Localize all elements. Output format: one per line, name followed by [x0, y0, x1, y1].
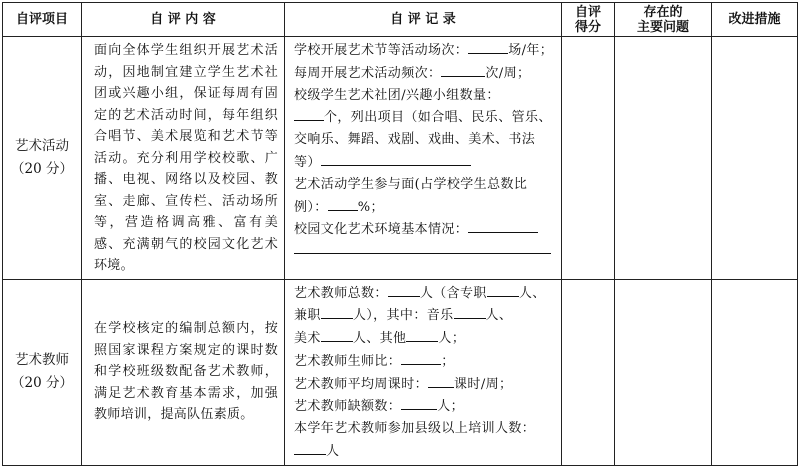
- header-record: 自 评 记 录: [285, 3, 562, 37]
- record-line: 例）： %；: [294, 196, 555, 219]
- header-score: [562, 3, 615, 37]
- fill-blank[interactable]: [294, 440, 326, 455]
- table-row-art-activities: [3, 37, 798, 280]
- fill-blank[interactable]: [294, 106, 324, 121]
- fill-blank[interactable]: [406, 327, 438, 342]
- header-problems-line2: 主要问题: [636, 19, 689, 35]
- item-name: 艺术教师: [15, 352, 69, 369]
- fill-blank[interactable]: [441, 62, 485, 77]
- fill-blank[interactable]: [321, 327, 353, 342]
- record-line: 人: [294, 440, 555, 463]
- fill-blank[interactable]: [321, 304, 353, 319]
- record-line: 个，列出项目（如合唱、民乐、管乐、: [294, 106, 555, 129]
- record-line: 艺术教师总数： 人（含专职 人、: [294, 282, 555, 305]
- record-art-activities: [285, 37, 562, 280]
- fill-blank[interactable]: [487, 282, 519, 297]
- fill-blank[interactable]: [454, 304, 486, 319]
- fill-blank[interactable]: [321, 151, 471, 166]
- item-score: （20 分）: [11, 160, 73, 177]
- item-art-activities: [3, 37, 82, 280]
- record-line: 兼职 人），其中：音乐 人、: [294, 304, 555, 327]
- header-content: 自 评 内 容: [82, 3, 285, 37]
- measures-cell[interactable]: [712, 37, 798, 280]
- record-line: 每周开展艺术活动频次： 次/周；: [294, 62, 555, 85]
- record-line: 校级学生艺术社团/兴趣小组数量：: [294, 87, 500, 103]
- fill-blank[interactable]: [468, 218, 538, 233]
- content-art-activities: 面向全体学生组织开展艺术活动，因地制宜建立学生艺术社团或兴趣小组，保证每周有固定的艺术活动时间，每年组织合唱节、美术展览和艺术节等活动。充分利用学校校歌、广播、电视、网络以及校园、教室、走廊、宣传栏、活动场所等，营造格调高雅、富有美感、充满朝气的校园文化艺术环境。: [82, 37, 285, 280]
- problems-cell[interactable]: [615, 37, 712, 280]
- score-cell[interactable]: [562, 279, 615, 465]
- measures-cell[interactable]: [712, 279, 798, 465]
- fill-blank[interactable]: [401, 350, 441, 365]
- record-line: 美术 人、其他 人；: [294, 327, 555, 350]
- header-item: 自评项目: [3, 3, 82, 37]
- header-problems-line1: 存在的: [643, 4, 683, 20]
- problems-cell[interactable]: [615, 279, 712, 465]
- record-line: 学校开展艺术节等活动场次： 场/年；: [294, 39, 555, 62]
- fill-blank[interactable]: [328, 196, 358, 211]
- record-line: 艺术活动学生参与面(占学校学生总数比: [294, 176, 528, 192]
- fill-blank[interactable]: [428, 373, 454, 388]
- content-art-teachers: 在学校核定的编制总额内，按照国家课程方案规定的课时数和学校班级数配备艺术教师，满足艺术教育基本需求，加强教师培训，提高队伍素质。: [82, 279, 285, 465]
- fill-blank[interactable]: [388, 282, 420, 297]
- header-problems: [615, 3, 712, 37]
- table-row-art-teachers: [3, 279, 798, 465]
- self-evaluation-table: [2, 2, 798, 466]
- record-line: 等）: [294, 151, 555, 174]
- fill-blank-full[interactable]: [294, 241, 551, 254]
- item-name: 艺术活动: [15, 137, 69, 154]
- fill-blank[interactable]: [468, 39, 508, 54]
- header-measures: 改进措施: [712, 3, 798, 37]
- header-row: [3, 3, 798, 37]
- record-art-teachers: [285, 279, 562, 465]
- score-cell[interactable]: [562, 37, 615, 280]
- record-line: 艺术教师生师比： ；: [294, 350, 555, 373]
- record-line: 本学年艺术教师参加县级以上培训人数：: [294, 421, 536, 437]
- item-art-teachers: [3, 279, 82, 465]
- item-score: （20 分）: [11, 375, 73, 392]
- record-line: 艺术教师缺额数： 人；: [294, 395, 555, 418]
- header-score-line2: 得分: [574, 19, 601, 35]
- record-line: 校园文化艺术环境基本情况：: [294, 218, 555, 241]
- fill-blank[interactable]: [401, 395, 437, 410]
- record-line: 艺术教师平均周课时： 课时/周；: [294, 373, 555, 396]
- header-score-line1: 自评: [574, 4, 601, 20]
- record-line: 交响乐、舞蹈、戏剧、戏曲、美术、书法: [294, 132, 536, 148]
